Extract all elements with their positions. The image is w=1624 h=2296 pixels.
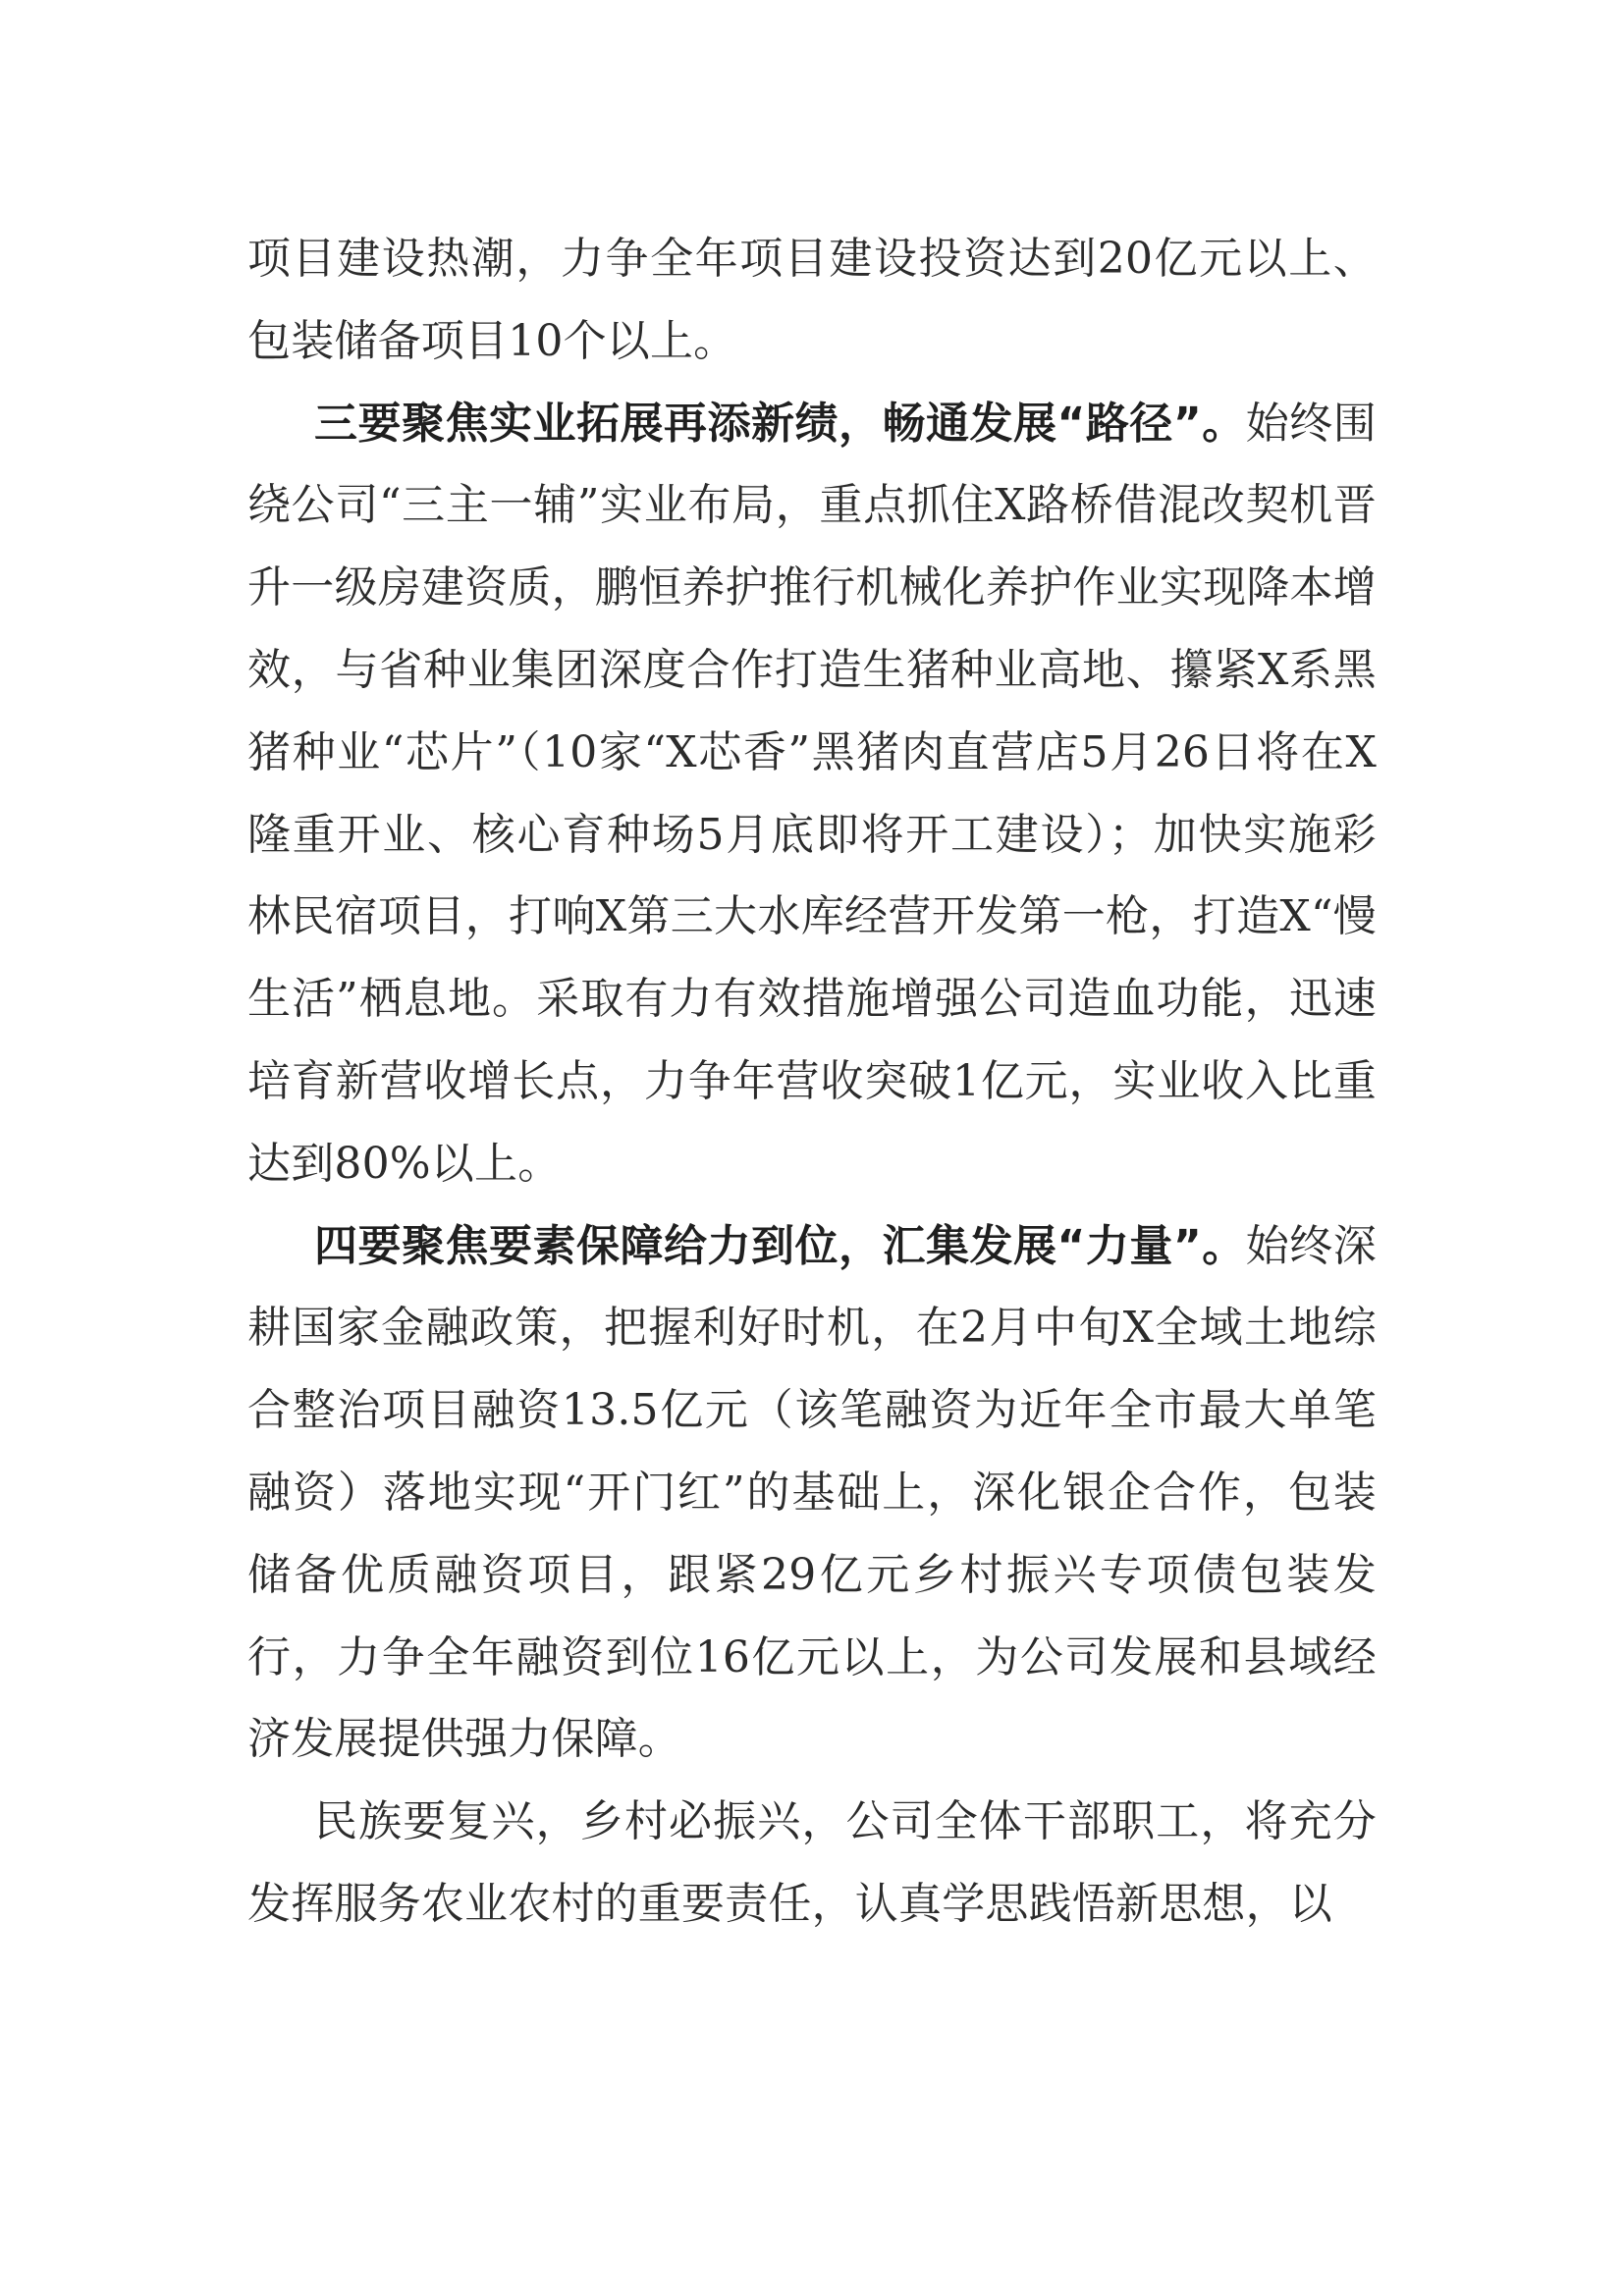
paragraph-factor-guarantee xyxy=(247,1205,1377,1782)
paragraph-closing xyxy=(247,1781,1377,1946)
paragraph-continuation xyxy=(247,218,1377,383)
document-body xyxy=(247,218,1377,1946)
paragraph-text: 项目建设热潮，力争全年项目建设投资达到20亿元以上、包装储备项目10个以上。 xyxy=(247,234,1377,366)
paragraph-heading: 三要聚焦实业拓展再添新绩，畅通发展“路径”。 xyxy=(314,398,1246,449)
paragraph-industry-expansion xyxy=(247,383,1377,1205)
paragraph-text: 始终围绕公司“三主一辅”实业布局，重点抓住X路桥借混改契机晋升一级房建资质，鹏恒养护推行机械化养护作业实现降本增效，与省种业集团深度合作打造生猪种业高地、攥紧X系黑猪种业“芯片”（10家“X芯香”黑猪肉直营店5月26日将在X隆重开业、核心育种场5月底即将开工建设）；加快实施彩林民宿项目，打响X第三大水库经营开发第一枪，打造X“慢生活”栖息地。采取有力有效措施增强公司造血功能，迅速培育新营收增长点，力争年营收突破1亿元，实业收入比重达到80%以上。 xyxy=(247,398,1377,1189)
paragraph-text: 始终深耕国家金融政策，把握利好时机，在2月中旬X全域土地综合整治项目融资13.5亿元（该笔融资为近年全市最大单笔融资）落地实现“开门红”的基础上，深化银企合作，包装储备优质融资项目，跟紧29亿元乡村振兴专项债包装发行，力争全年融资到位16亿元以上，为公司发展和县域经济发展提供强力保障。 xyxy=(247,1220,1377,1765)
paragraph-heading: 四要聚焦要素保障给力到位，汇集发展“力量”。 xyxy=(314,1220,1246,1271)
paragraph-text: 民族要复兴，乡村必振兴，公司全体干部职工，将充分发挥服务农业农村的重要责任，认真学思践悟新思想，以 xyxy=(247,1796,1377,1929)
